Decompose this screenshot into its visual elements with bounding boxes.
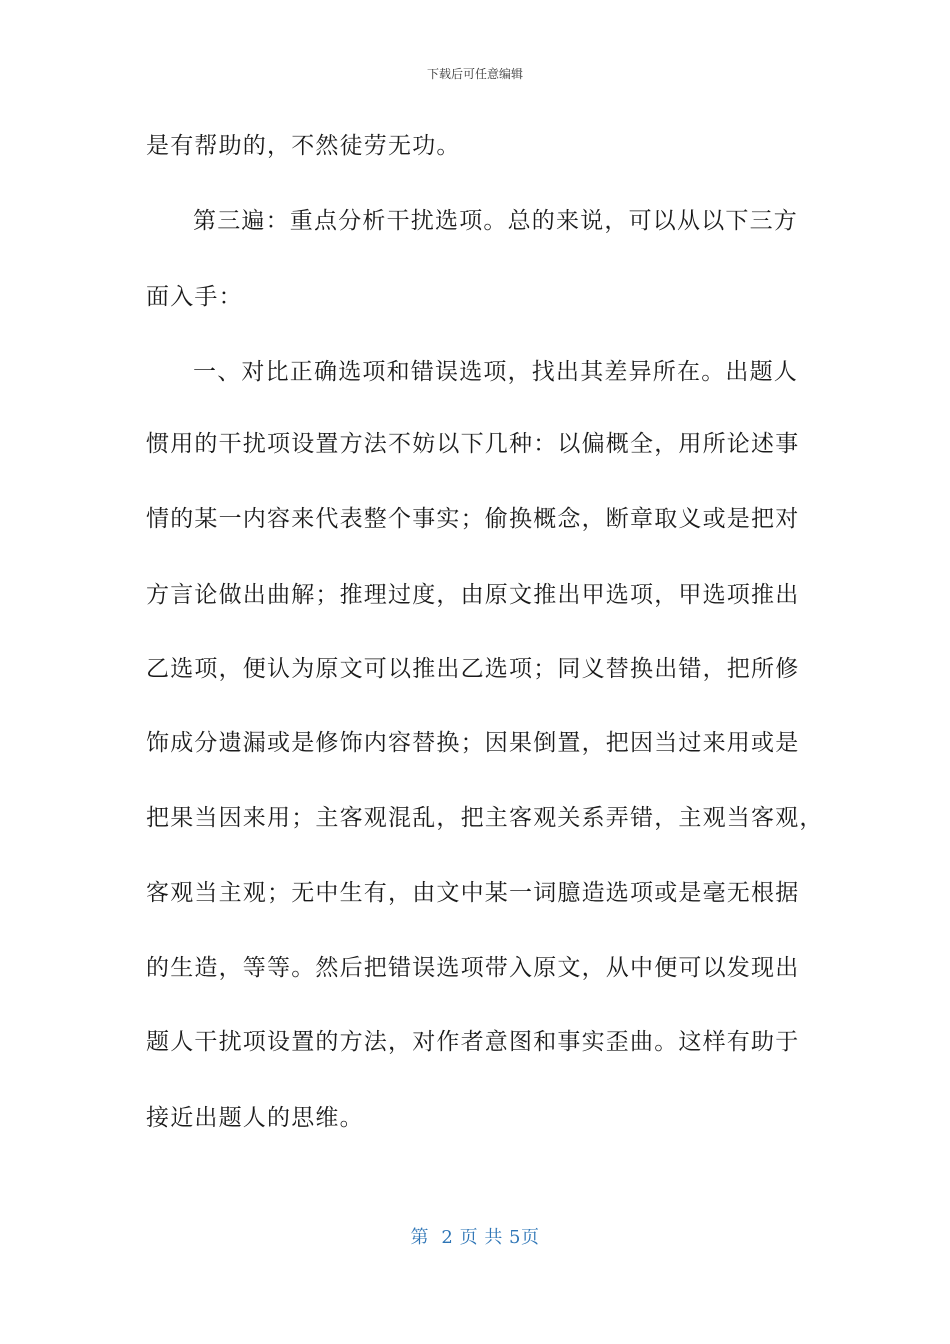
text-line-11: 客观当主观；无中生有，由文中某一词臆造选项或是毫无根据 [146,880,800,906]
text-line-14: 接近出题人的思维。 [146,1105,364,1131]
page-number-footer [0,1226,950,1250]
text-line-9: 饰成分遗漏或是修饰内容替换；因果倒置，把因当过来用或是 [146,730,800,756]
text-line-4: 一、对比正确选项和错误选项，找出其差异所在。出题人 [193,359,798,385]
text-line-5: 惯用的干扰项设置方法不妨以下几种：以偏概全，用所论述事 [146,431,800,457]
text-line-1: 是有帮助的，不然徒劳无功。 [146,133,461,159]
text-line-8: 乙选项，便认为原文可以推出乙选项；同义替换出错，把所修 [146,656,800,682]
text-line-10: 把果当因来用；主客观混乱，把主客观关系弄错，主观当客观， [146,805,824,831]
page-number-text: 第 2 页 共 5页 [410,1227,540,1248]
page-header: 下载后可任意编辑 [426,67,523,81]
text-line-12: 的生造，等等。然后把错误选项带入原文，从中便可以发现出 [146,955,800,981]
text-line-6: 情的某一内容来代表整个事实；偷换概念，断章取义或是把对 [146,506,800,532]
text-line-7: 方言论做出曲解；推理过度，由原文推出甲选项，甲选项推出 [146,582,800,608]
text-line-3: 面入手： [146,284,243,310]
text-line-13: 题人干扰项设置的方法，对作者意图和事实歪曲。这样有助于 [146,1029,800,1055]
text-line-2: 第三遍：重点分析干扰选项。总的来说，可以从以下三方 [193,208,798,234]
